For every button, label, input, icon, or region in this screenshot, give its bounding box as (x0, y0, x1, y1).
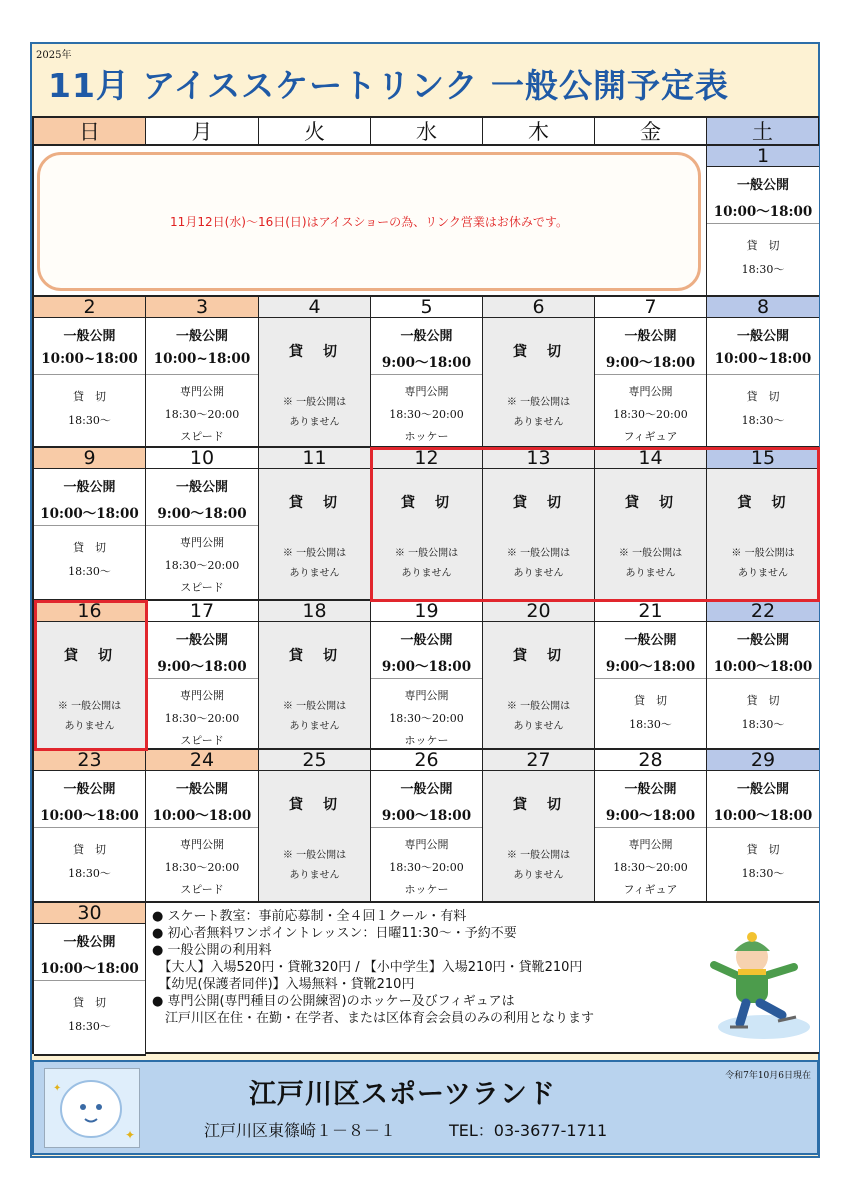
general-label: 一般公開 (736, 633, 789, 648)
reserved-note: ※ 一般公開は (282, 850, 347, 861)
day-number: 25 (259, 750, 370, 771)
info-line-free-lesson: ● 初心者無料ワンポイントレッスン：日曜11:30～・予約不要 (152, 926, 517, 941)
reserved-note: ありません (64, 721, 115, 732)
svg-text:✦: ✦ (53, 1083, 62, 1094)
evening-session (595, 829, 706, 901)
evening-time: 18:30～ (741, 414, 785, 427)
evening-session (34, 527, 145, 599)
evening-time: 18:30～ (629, 718, 672, 731)
reserved-note: ※ 一般公開は (282, 397, 347, 408)
reserved-label: 貸 切 (513, 648, 564, 664)
evening-label: 貸 切 (746, 843, 780, 856)
day-cell-2 (34, 297, 146, 448)
general-session (371, 622, 482, 679)
evening-session (707, 829, 819, 901)
info-line-fee-title: ● 一般公開の利用料 (152, 943, 272, 958)
reserved-note: ありません (289, 721, 340, 732)
reserved-note: ※ 一般公開は (57, 701, 122, 712)
info-line-eligibility: 江戸川区在住・在勤・在学者、または区体育会会員のみの利用となります (152, 1011, 595, 1026)
reserved-label: 貸 切 (289, 648, 340, 664)
general-time: 10:00～18:00 (713, 659, 813, 675)
evening-label: 専門公開 (404, 838, 449, 851)
evening-label: 貸 切 (73, 996, 106, 1009)
info-line-lessons: ● スケート教室：事前応募制・全４回１クール・有料 (152, 909, 467, 924)
day-number: 10 (146, 448, 258, 469)
day-number: 7 (595, 297, 706, 318)
day-cell-16 (34, 601, 146, 750)
day-cell-28 (595, 750, 707, 903)
reserved-note: ※ 一般公開は (731, 548, 795, 559)
year-label: 2025年 (36, 50, 72, 61)
general-session (595, 622, 706, 679)
reserved-note: ありません (738, 568, 788, 579)
evening-discipline: ホッケー (404, 883, 449, 896)
general-time: 10:00~18:00 (41, 351, 138, 367)
reserved-label: 貸 切 (289, 495, 340, 511)
day-number: 15 (707, 448, 819, 469)
evening-time: 18:30～20:00 (389, 408, 464, 421)
general-session (595, 771, 706, 828)
evening-session (146, 376, 258, 446)
general-time: 10:00～18:00 (40, 808, 139, 824)
evening-discipline: ホッケー (404, 430, 449, 443)
evening-time: 18:30～ (741, 867, 785, 880)
closure-notice-text: 11月12日(水)～16日(日)はアイスショーの為、リンク営業はお休みです。 (170, 215, 568, 229)
evening-session (371, 680, 482, 748)
evening-label: 専門公開 (628, 385, 673, 398)
evening-session (707, 225, 819, 295)
general-session (146, 771, 258, 828)
day-cell-7 (595, 297, 707, 448)
day-number: 4 (259, 297, 370, 318)
as-of-date: 令和7年10月6日現在 (725, 1071, 811, 1081)
day-cell-20 (483, 601, 595, 750)
weekday-header: 火 (259, 118, 371, 146)
calendar-grid (32, 116, 819, 1054)
reserved-note: ありません (513, 721, 564, 732)
info-line-specialty: ● 専門公開(専門種目の公開練習)のホッケー及びフィギュアは (152, 994, 515, 1009)
general-label: 一般公開 (400, 329, 453, 344)
day-number: 12 (371, 448, 482, 469)
day-number: 13 (483, 448, 594, 469)
reserved-note: ありません (401, 568, 452, 579)
day-cell-4 (259, 297, 371, 448)
reserved-label: 貸 切 (401, 495, 452, 511)
general-time: 10:00~18:00 (714, 351, 812, 367)
evening-discipline: スピード (180, 581, 224, 594)
reserved-note: ※ 一般公開は (282, 701, 347, 712)
general-session (146, 469, 258, 526)
day-number: 27 (483, 750, 594, 771)
day-cell-8 (707, 297, 819, 448)
general-session (34, 771, 145, 828)
evening-session (34, 376, 145, 446)
closure-notice (37, 152, 701, 291)
info-line-fee-adult: 【大人】入場520円・貸靴320円 / 【小中学生】入場210円・貸靴210円 (152, 960, 583, 975)
general-label: 一般公開 (736, 782, 789, 797)
day-number: 17 (146, 601, 258, 622)
day-cell-9 (34, 448, 146, 601)
evening-session (371, 376, 482, 446)
weekday-header: 日 (34, 118, 146, 146)
general-session (146, 622, 258, 679)
reserved-label: 貸 切 (513, 495, 564, 511)
reserved-label: 貸 切 (289, 797, 340, 813)
general-time: 10:00~18:00 (153, 351, 251, 367)
day-cell-27 (483, 750, 595, 903)
day-cell-3 (146, 297, 259, 448)
day-number: 22 (707, 601, 819, 622)
evening-discipline: フィギュア (623, 430, 678, 443)
evening-label: 貸 切 (746, 694, 780, 707)
day-cell-5 (371, 297, 483, 448)
evening-label: 貸 切 (634, 694, 667, 707)
evening-session (595, 376, 706, 446)
evening-time: 18:30～ (741, 718, 785, 731)
general-label: 一般公開 (624, 633, 677, 648)
day-number: 3 (146, 297, 258, 318)
reserved-label: 貸 切 (625, 495, 676, 511)
evening-label: 専門公開 (404, 689, 449, 702)
evening-label: 専門公開 (180, 385, 224, 398)
evening-time: 18:30～20:00 (164, 408, 240, 421)
day-number: 28 (595, 750, 706, 771)
general-session (34, 924, 145, 981)
day-cell-6 (483, 297, 595, 448)
day-number: 14 (595, 448, 706, 469)
general-label: 一般公開 (624, 329, 677, 344)
general-session (371, 771, 482, 828)
day-number: 19 (371, 601, 482, 622)
day-cell-26 (371, 750, 483, 903)
evening-label: 専門公開 (404, 385, 449, 398)
evening-time: 18:30～20:00 (389, 712, 464, 725)
general-time: 9:00～18:00 (381, 808, 472, 824)
reserved-note: ありません (289, 417, 340, 428)
general-time: 9:00～18:00 (157, 506, 247, 522)
general-label: 一般公開 (736, 178, 789, 193)
general-time: 9:00～18:00 (605, 659, 696, 675)
weekday-header: 金 (595, 118, 707, 146)
evening-label: 専門公開 (180, 838, 224, 851)
skater-illustration (706, 931, 816, 1043)
evening-session (34, 829, 145, 901)
general-session (34, 469, 145, 526)
general-time: 10:00～18:00 (713, 808, 813, 824)
day-cell-19 (371, 601, 483, 750)
day-number: 24 (146, 750, 258, 771)
general-time: 9:00～18:00 (381, 659, 472, 675)
reserved-note: ありません (513, 417, 564, 428)
notice-area (34, 146, 707, 297)
reserved-label: 貸 切 (513, 344, 564, 360)
address: 江戸川区東篠崎１－８－１ (204, 1121, 397, 1140)
evening-time: 18:30～ (68, 414, 111, 427)
day-cell-22 (707, 601, 819, 750)
reserved-note: ありません (513, 870, 564, 881)
general-time: 9:00～18:00 (381, 355, 472, 371)
day-number: 20 (483, 601, 594, 622)
evening-discipline: フィギュア (623, 883, 678, 896)
evening-time: 18:30～ (741, 263, 785, 276)
general-session (371, 318, 482, 375)
general-label: 一般公開 (63, 329, 116, 344)
evening-session (595, 680, 706, 748)
general-label: 一般公開 (175, 480, 228, 495)
general-time: 10:00～18:00 (152, 808, 252, 824)
evening-session (146, 829, 258, 901)
evening-discipline: スピード (180, 883, 224, 896)
general-session (707, 167, 819, 224)
weekday-header: 土 (707, 118, 819, 146)
svg-text:✦: ✦ (125, 1128, 136, 1142)
info-line-fee-infant: 【幼児(保護者同伴)】入場無料・貸靴210円 (152, 977, 415, 992)
general-label: 一般公開 (400, 782, 453, 797)
day-number: 8 (707, 297, 819, 318)
day-cell-12 (371, 448, 483, 601)
day-number: 1 (707, 146, 819, 167)
day-cell-14 (595, 448, 707, 601)
evening-session (371, 829, 482, 901)
footer (32, 1060, 819, 1155)
evening-label: 貸 切 (73, 390, 106, 403)
reserved-note: ありません (513, 568, 564, 579)
general-label: 一般公開 (624, 782, 677, 797)
evening-discipline: スピード (180, 734, 224, 747)
reserved-note: ※ 一般公開は (618, 548, 683, 559)
reserved-label: 貸 切 (737, 495, 789, 511)
general-session (595, 318, 706, 375)
day-number: 16 (34, 601, 145, 622)
reserved-note: ※ 一般公開は (282, 548, 347, 559)
weekday-header: 水 (371, 118, 483, 146)
info-panel (146, 903, 819, 1052)
general-label: 一般公開 (175, 782, 228, 797)
general-label: 一般公開 (400, 633, 453, 648)
general-session (146, 318, 258, 375)
evening-session (707, 376, 819, 446)
general-session (707, 318, 819, 375)
evening-label: 貸 切 (73, 541, 106, 554)
day-number: 6 (483, 297, 594, 318)
reserved-note: ありません (289, 870, 340, 881)
evening-time: 18:30～20:00 (613, 861, 688, 874)
day-number: 9 (34, 448, 145, 469)
evening-time: 18:30～ (68, 1020, 111, 1033)
day-cell-21 (595, 601, 707, 750)
reserved-note: ありません (625, 568, 676, 579)
general-label: 一般公開 (175, 329, 228, 344)
day-number: 29 (707, 750, 819, 771)
general-session (707, 622, 819, 679)
general-time: 10:00～18:00 (713, 204, 813, 220)
evening-label: 専門公開 (180, 536, 224, 549)
evening-session (34, 982, 145, 1054)
reserved-note: ※ 一般公開は (506, 850, 571, 861)
day-cell-18 (259, 601, 371, 750)
evening-session (146, 680, 258, 748)
day-number: 18 (259, 601, 370, 622)
phone-number: TEL：03-3677-1711 (449, 1121, 608, 1140)
general-session (707, 771, 819, 828)
page-title: 11月 アイススケートリンク 一般公開予定表 (48, 66, 729, 105)
day-cell-23 (34, 750, 146, 903)
day-cell-13 (483, 448, 595, 601)
organization-name: 江戸川区スポーツランド (249, 1079, 556, 1110)
general-label: 一般公開 (63, 935, 116, 950)
general-label: 一般公開 (175, 633, 228, 648)
general-time: 9:00～18:00 (157, 659, 247, 675)
evening-label: 専門公開 (180, 689, 224, 702)
day-cell-24 (146, 750, 259, 903)
day-cell-29 (707, 750, 819, 903)
general-session (34, 318, 145, 375)
reserved-note: ※ 一般公開は (506, 548, 571, 559)
reserved-note: ※ 一般公開は (506, 397, 571, 408)
day-number: 2 (34, 297, 145, 318)
day-cell-10 (146, 448, 259, 601)
day-cell-30 (34, 903, 146, 1056)
day-number: 23 (34, 750, 145, 771)
evening-time: 18:30～20:00 (613, 408, 688, 421)
evening-discipline: スピード (180, 430, 224, 443)
reserved-note: ありません (289, 568, 340, 579)
day-cell-17 (146, 601, 259, 750)
evening-time: 18:30～20:00 (164, 712, 240, 725)
general-time: 9:00～18:00 (605, 355, 696, 371)
evening-time: 18:30～20:00 (164, 861, 240, 874)
general-label: 一般公開 (736, 329, 789, 344)
evening-label: 専門公開 (628, 838, 673, 851)
day-number: 26 (371, 750, 482, 771)
general-time: 9:00～18:00 (605, 808, 696, 824)
evening-time: 18:30～ (68, 867, 111, 880)
general-label: 一般公開 (63, 480, 116, 495)
day-cell-15 (707, 448, 819, 601)
day-number: 30 (34, 903, 145, 924)
weekday-header: 月 (146, 118, 259, 146)
evening-time: 18:30～20:00 (389, 861, 464, 874)
evening-discipline: ホッケー (404, 734, 449, 747)
day-cell-25 (259, 750, 371, 903)
evening-time: 18:30～20:00 (164, 559, 240, 572)
evening-label: 貸 切 (746, 390, 780, 403)
evening-label: 貸 切 (73, 843, 106, 856)
mascot-logo (44, 1068, 140, 1148)
evening-session (707, 680, 819, 748)
reserved-label: 貸 切 (289, 344, 340, 360)
reserved-label: 貸 切 (64, 648, 115, 664)
reserved-note: ※ 一般公開は (506, 701, 571, 712)
evening-session (146, 527, 258, 599)
reserved-label: 貸 切 (513, 797, 564, 813)
evening-label: 貸 切 (746, 239, 780, 252)
day-number: 5 (371, 297, 482, 318)
day-number: 11 (259, 448, 370, 469)
day-cell-11 (259, 448, 371, 601)
evening-time: 18:30～ (68, 565, 111, 578)
day-cell-1 (707, 146, 819, 297)
weekday-header: 木 (483, 118, 595, 146)
day-number: 21 (595, 601, 706, 622)
general-label: 一般公開 (63, 782, 116, 797)
reserved-note: ※ 一般公開は (394, 548, 459, 559)
general-time: 10:00～18:00 (40, 506, 139, 522)
general-time: 10:00～18:00 (40, 961, 139, 977)
